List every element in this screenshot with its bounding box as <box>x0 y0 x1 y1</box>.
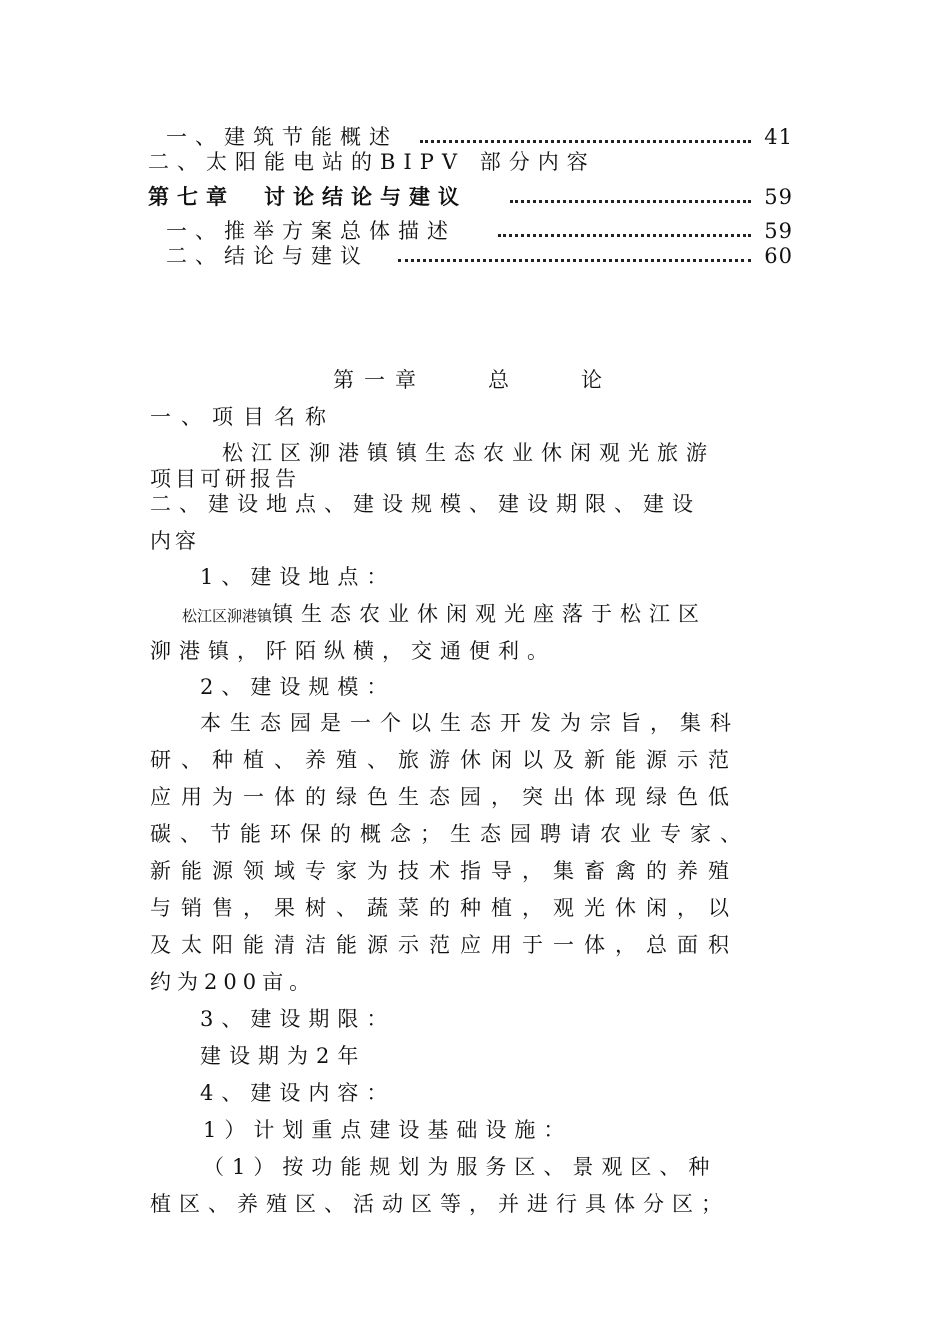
paragraph-line: 建设期为2年 <box>200 1044 367 1068</box>
paragraph-line <box>182 600 707 630</box>
section-heading: 内容 <box>150 529 200 553</box>
toc-entry-label: 二、结论与建议 <box>166 244 369 268</box>
toc-entry <box>148 242 793 270</box>
paragraph-line: 泖港镇，阡陌纵横，交通便利。 <box>150 639 556 663</box>
paragraph-line: 植区、养殖区、活动区等，并进行具体分区； <box>150 1192 730 1216</box>
subsection-heading: 2、建设规模： <box>200 675 396 699</box>
chapter-title: 第一章 总 论 <box>333 368 612 392</box>
list-item: 1）计划重点建设基础设施： <box>203 1118 573 1142</box>
paragraph-line: 本生态园是一个以生态开发为宗旨，集科 <box>200 711 740 735</box>
paragraph-line: 与销售，果树、蔬菜的种植，观光休闲，以 <box>150 896 739 920</box>
toc-leader <box>420 136 751 143</box>
paragraph-line: 项目可研报告 <box>150 467 300 491</box>
subsection-heading: 4、建设内容： <box>200 1081 396 1105</box>
section-heading: 一、项目名称 <box>150 405 336 429</box>
paragraph-text: 镇生态农业休闲观光座落于松江区 <box>272 602 708 626</box>
toc-entry <box>148 217 793 245</box>
toc-entry-page: 41 <box>764 125 793 149</box>
toc-entry <box>148 148 793 176</box>
paragraph-line: 及太阳能清洁能源示范应用于一体，总面积 <box>150 933 739 957</box>
paragraph-line: （1）按功能规划为服务区、景观区、种 <box>203 1155 718 1179</box>
toc-entry-page: 59 <box>764 219 793 243</box>
toc-entry-label: 第七章 讨论结论与建议 <box>148 184 467 209</box>
toc-entry-page: 60 <box>764 244 793 268</box>
toc-entry-page: 59 <box>764 185 793 209</box>
small-text: 松江区泖港镇 <box>182 607 273 625</box>
toc-leader <box>510 196 751 203</box>
paragraph-line: 应用为一体的绿色生态园，突出体现绿色低 <box>150 785 739 809</box>
toc-entry <box>148 123 793 151</box>
paragraph-line: 研、种植、养殖、旅游休闲以及新能源示范 <box>150 748 739 772</box>
paragraph-line: 约为200亩。 <box>150 970 317 994</box>
toc-entry-label: 一、建筑节能概述 <box>166 125 398 149</box>
toc-leader <box>498 230 751 237</box>
section-heading: 二、建设地点、建设规模、建设期限、建设 <box>150 492 701 516</box>
paragraph-line: 新能源领域专家为技术指导，集畜禽的养殖 <box>150 859 739 883</box>
paragraph-line: 松江区泖港镇镇生态农业休闲观光旅游 <box>222 441 715 465</box>
paragraph-line: 碳、节能环保的概念；生态园聘请农业专家、 <box>150 822 750 846</box>
subsection-heading: 3、建设期限： <box>200 1007 396 1031</box>
subsection-heading: 1、建设地点： <box>200 565 396 589</box>
toc-leader <box>398 255 751 262</box>
toc-chapter-entry <box>148 183 793 211</box>
toc-entry-label: 二、太阳能电站的BIPV 部分内容 <box>148 150 596 174</box>
toc-entry-label: 一、推举方案总体描述 <box>166 219 456 243</box>
